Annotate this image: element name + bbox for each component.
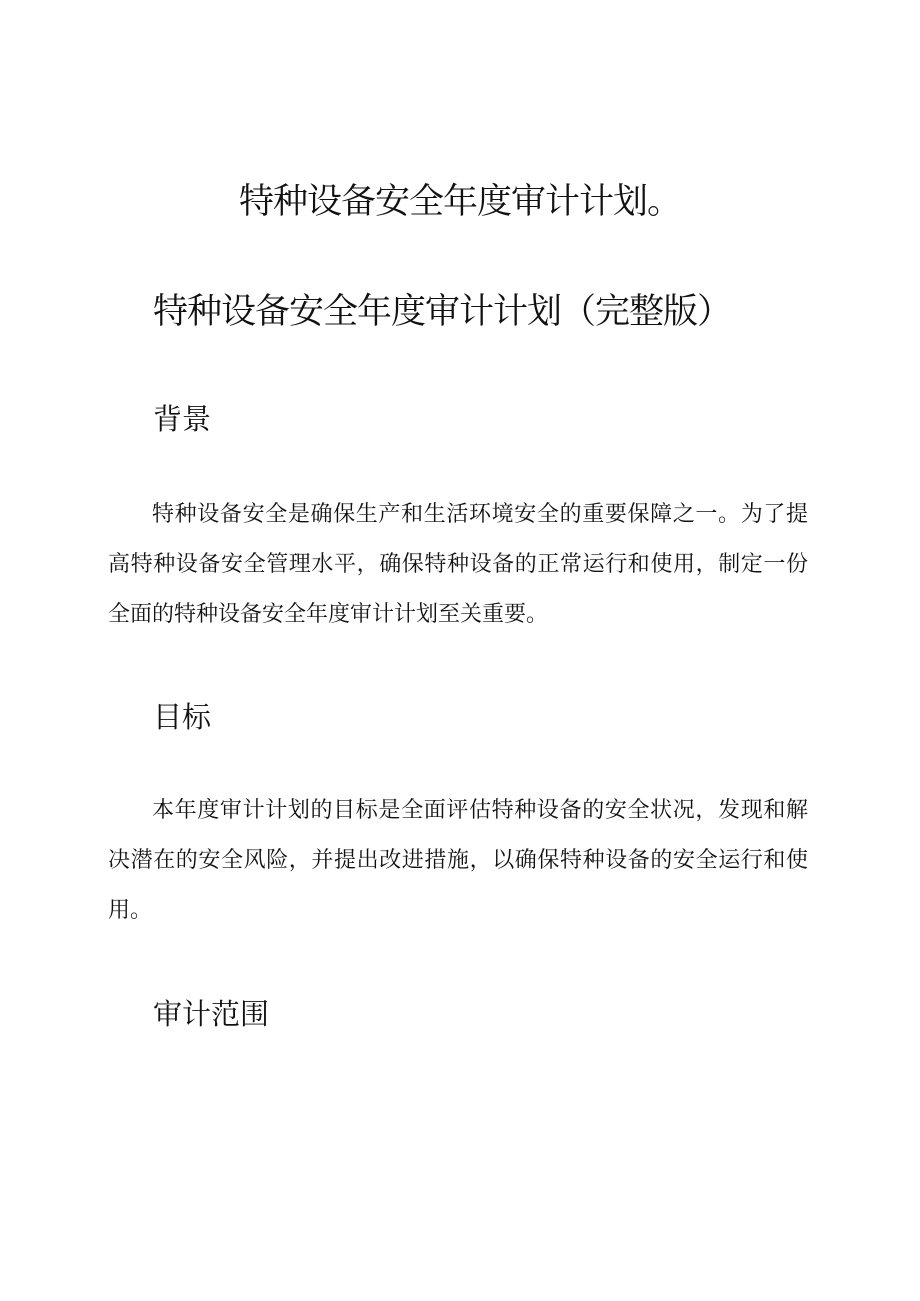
section-paragraph-objective: 本年度审计计划的目标是全面评估特种设备的安全状况，发现和解决潜在的安全风险，并提出改进措施，以确保特种设备的安全运行和使用。 — [108, 798, 808, 923]
document-title: 特种设备安全年度审计计划。 — [238, 182, 681, 222]
section-paragraph-background: 特种设备安全是确保生产和生活环境安全的重要保障之一。为了提高特种设备安全管理水平，确保特种设备的正常运行和使用，制定一份全面的特种设备安全年度审计计划至关重要。 — [108, 502, 808, 627]
document-subtitle: 特种设备安全年度审计计划（完整版） — [153, 292, 732, 332]
section-heading-objective: 目标 — [153, 700, 212, 734]
section-heading-background: 背景 — [153, 402, 212, 436]
section-heading-audit-scope: 审计范围 — [153, 997, 270, 1031]
